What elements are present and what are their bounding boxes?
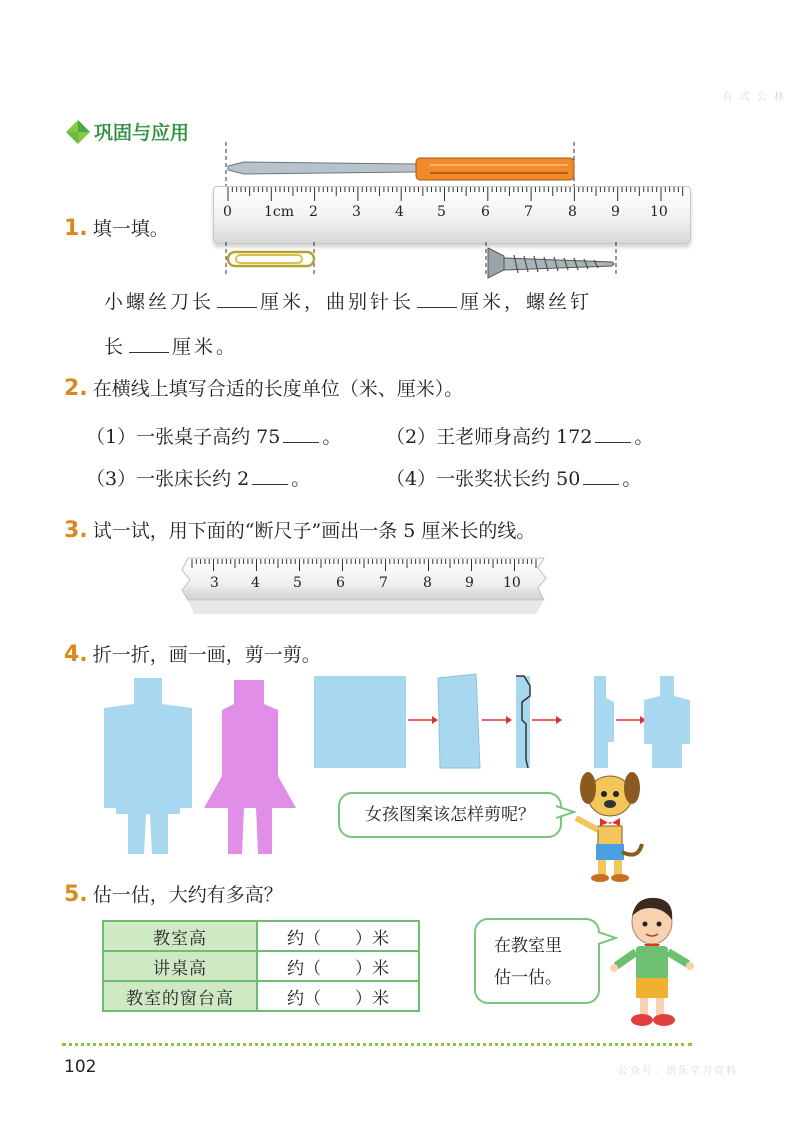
ruler-q1-label: 4	[395, 204, 404, 220]
ruler-q1-label: 1cm	[264, 204, 295, 220]
q1-line1-a: 小螺丝刀长	[104, 291, 215, 313]
answer-blank[interactable]	[417, 291, 457, 308]
arrow-icon	[506, 716, 512, 724]
answer-blank[interactable]	[252, 468, 288, 485]
q2-item2-text: （2）王老师身高约 172	[386, 426, 593, 448]
paper-unfolded	[644, 676, 690, 768]
q2-item-3	[86, 464, 310, 491]
q2-text: 在横线上填写合适的长度单位（米、厘米）。	[92, 378, 464, 400]
q1-line2-b: 厘米。	[172, 336, 239, 358]
q2-end: 。	[634, 426, 654, 448]
q3-heading	[64, 516, 535, 543]
dog-character	[564, 768, 648, 884]
screwdriver-image	[220, 140, 590, 188]
boy-character	[610, 894, 694, 1032]
q4-bubble-text: 女孩图案该怎样剪呢？	[365, 805, 535, 825]
q5-text: 估一估，大约有多高？	[92, 884, 283, 906]
q5-bubble-line1: 在教室里	[494, 936, 562, 956]
q3-text: 试一试，用下面的“断尺子”画出一条 5 厘米长的线。	[92, 520, 536, 542]
answer-blank[interactable]	[283, 426, 319, 443]
diamond-icon	[64, 118, 92, 146]
watermark-top: 有 式 公 林	[722, 92, 786, 103]
q2-number: 2.	[64, 376, 88, 401]
table-row	[103, 951, 419, 981]
q5-number: 5.	[64, 882, 88, 907]
q4-number: 4.	[64, 642, 88, 667]
q2-end: 。	[622, 468, 642, 490]
estimate-table	[102, 920, 420, 1012]
answer-blank[interactable]	[129, 336, 169, 353]
q2-item-2	[386, 422, 653, 449]
answer-blank[interactable]	[217, 291, 257, 308]
q4-text: 折一折，画一画，剪一剪。	[92, 644, 321, 666]
q2-item-4	[386, 464, 641, 491]
row-value[interactable]: 约（ ）米	[257, 921, 419, 951]
row-label: 讲桌高	[103, 951, 257, 981]
ruler-q1-label: 5	[437, 204, 446, 220]
table-row	[103, 981, 419, 1011]
ruler-q1-label: 8	[568, 204, 577, 220]
boy-silhouette	[100, 674, 196, 856]
answer-blank[interactable]	[583, 468, 619, 485]
row-value[interactable]: 约（ ）米	[257, 981, 419, 1011]
q4-heading	[64, 640, 321, 667]
ruler-q3-label: 10	[503, 575, 521, 591]
q1-line1-b: 厘米，曲别针长	[260, 291, 415, 313]
q2-end: 。	[291, 468, 311, 490]
q1-number: 1.	[64, 216, 88, 241]
ruler-q3-label: 4	[251, 575, 260, 591]
paper-square	[314, 676, 406, 768]
girl-silhouette	[202, 676, 298, 856]
answer-blank[interactable]	[595, 426, 631, 443]
ruler-q1-label: 3	[352, 204, 361, 220]
ruler-q3-label: 9	[465, 575, 474, 591]
table-row	[103, 921, 419, 951]
ruler-q1-label: 10	[650, 204, 668, 220]
ruler-q1-label: 0	[223, 204, 232, 220]
bottom-divider	[62, 1043, 692, 1046]
ruler-q3-label: 5	[293, 575, 302, 591]
section-title: 巩固与应用	[94, 122, 190, 144]
ruler-q3-label: 6	[336, 575, 345, 591]
ruler-q3-label: 7	[379, 575, 388, 591]
paper-folded	[438, 674, 480, 768]
row-value[interactable]: 约（ ）米	[257, 951, 419, 981]
broken-ruler-q3	[180, 554, 550, 620]
paperclip-and-screw-image	[222, 242, 622, 284]
q2-item4-text: （4）一张奖状长约 50	[386, 468, 581, 490]
q1-line-1	[104, 287, 592, 314]
row-label: 教室高	[103, 921, 257, 951]
q4-speech-bubble	[338, 792, 562, 838]
paper-cut	[594, 676, 614, 768]
page-number: 102	[64, 1057, 97, 1077]
watermark-bottom: 公众号：语乐学习资料	[618, 1066, 738, 1077]
fold-cut-steps	[310, 672, 694, 772]
row-label: 教室的窗台高	[103, 981, 257, 1011]
q5-heading	[64, 880, 283, 907]
q2-item-1	[86, 422, 341, 449]
q5-bubble-line2: 估一估。	[494, 968, 562, 988]
ruler-q3-label: 8	[423, 575, 432, 591]
q2-item1-text: （1）一张桌子高约 75	[86, 426, 281, 448]
q2-end: 。	[322, 426, 342, 448]
ruler-q1-label: 2	[309, 204, 318, 220]
q1-line-2	[104, 332, 238, 359]
q1-text: 填一填。	[92, 218, 169, 240]
q3-number: 3.	[64, 518, 88, 543]
q1-line1-c: 厘米，螺丝钉	[460, 291, 593, 313]
arrow-icon	[556, 716, 562, 724]
q5-speech-bubble	[474, 918, 600, 1004]
q2-item3-text: （3）一张床长约 2	[86, 468, 250, 490]
q1-heading	[64, 214, 169, 241]
q1-line2-a: 长	[104, 336, 127, 358]
ruler-q3-label: 3	[210, 575, 219, 591]
ruler-q1	[213, 186, 691, 244]
ruler-q1-label: 6	[481, 204, 490, 220]
ruler-q1-label: 9	[611, 204, 620, 220]
ruler-q1-label: 7	[524, 204, 533, 220]
arrow-icon	[432, 716, 438, 724]
q2-heading	[64, 374, 463, 401]
